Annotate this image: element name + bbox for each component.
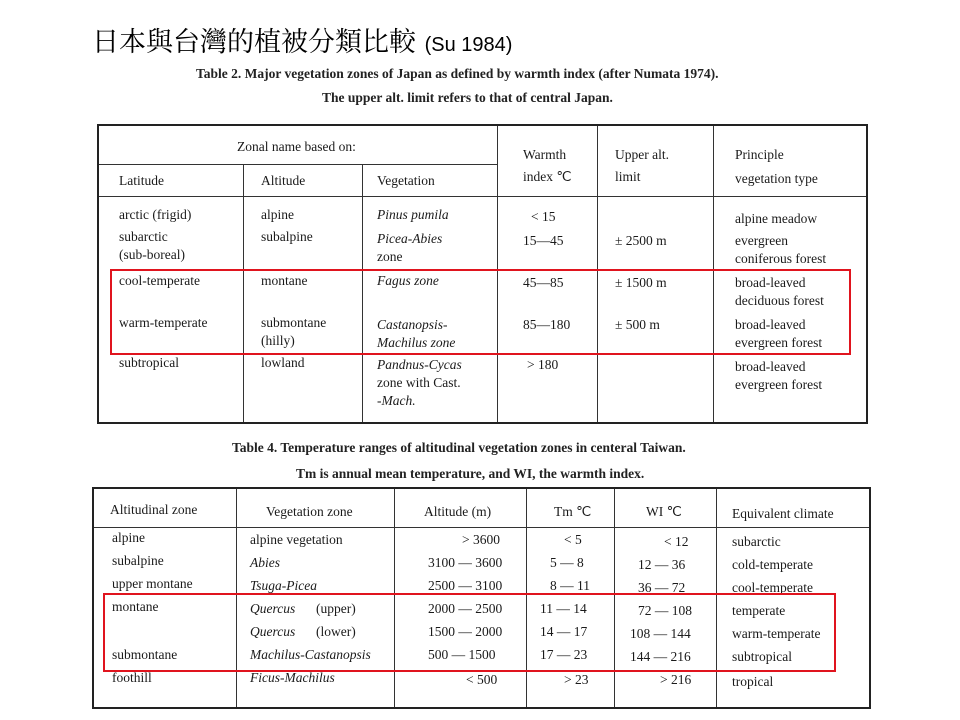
table2-row-altitude-2: (hilly) [261,333,295,348]
table4-caption: Table 4. Temperature ranges of altitudinal vegetation zones in centeral Taiwan. [232,440,686,455]
table4-row-tm: 11 — 14 [540,601,587,616]
table4-row-zone: alpine [112,530,145,545]
table4-row-tm: 14 — 17 [540,624,588,639]
table2-row-latitude-2: (sub-boreal) [119,247,185,262]
table2-row-vegetation: Pinus pumila [377,207,449,222]
table2-row-altitude: alpine [261,207,294,222]
table4-row-altitude: 3100 — 3600 [428,555,503,570]
slide-title-text: 日本與台灣的植被分類比較 [92,27,416,58]
table2-row-latitude: warm-temperate [119,315,208,330]
table2-row-vegetation: Pandnus-Cycas [377,357,462,372]
table2-row-vegtype-2: coniferous forest [735,251,827,266]
table2-row-latitude: cool-temperate [119,273,200,288]
table2-row-latitude: subarctic [119,229,168,244]
table4-header-tm: Tm ℃ [554,504,592,519]
table4-row-wi: 12 — 36 [638,557,686,572]
table2-header-principle: Principle [735,147,784,162]
table4-row-wi: 108 — 144 [630,626,691,641]
table2-row-vegtype: broad-leaved [735,317,806,332]
table2-row-warmth-index: 85—180 [523,317,571,332]
highlight-box-table4 [103,593,836,672]
table4-row-tm: > 23 [564,672,589,687]
table4-row-wi: < 12 [664,534,689,549]
table2-row-vegetation-2: Machilus zone [377,335,456,350]
table2-caption: Table 2. Major vegetation zones of Japan as defined by warmth index (after Numata 1974). [196,66,719,81]
table2-row-vegetation: Castanopsis- [377,317,448,332]
table2-row-vegtype: alpine meadow [735,211,818,226]
table4-row-climate: subtropical [732,649,792,664]
table2-row-latitude: subtropical [119,355,179,370]
table2-row-vegetation-3: -Mach. [377,393,416,408]
table4-row-altitude: < 500 [466,672,498,687]
table4-row-tm: 17 — 23 [540,647,588,662]
table4-row-zone: foothill [112,670,152,685]
table2-row-vegtype: broad-leaved [735,275,806,290]
table2-header-zonal: Zonal name based on: [237,139,356,154]
table4-row-vegetation: Tsuga-Picea [250,578,317,593]
table2-row-vegtype-2: evergreen forest [735,377,823,392]
table4-row-altitude: 2500 — 3100 [428,578,503,593]
table2-header-vegetation: Vegetation [377,173,435,188]
table2-header-warmth: Warmth [523,147,567,162]
table2-header-warmth-index: index ℃ [523,169,572,184]
table4-row-tm: 8 — 11 [550,578,590,593]
table4-row-climate: subarctic [732,534,781,549]
table2-row-vegtype-2: deciduous forest [735,293,824,308]
table2-header-vegtype: vegetation type [735,171,818,186]
table2-row-latitude: arctic (frigid) [119,207,192,222]
table4-row-zone: montane [112,599,159,614]
slide-citation: (Su 1984) [424,34,513,56]
table4-row-vegetation: Machilus-Castanopsis [250,647,371,662]
table4-row-altitude: > 3600 [462,532,500,547]
table2-row-vegtype: evergreen [735,233,788,248]
table2-header-limit: limit [615,169,641,184]
table4-row-altitude: 2000 — 2500 [428,601,503,616]
table4-row-zone: submontane [112,647,178,662]
slide-title [92,20,512,59]
table4-row-vegetation-note: (upper) [316,601,356,616]
table2-row-warmth-index: > 180 [527,357,559,372]
table2-row-upper-limit: ± 1500 m [615,275,667,290]
table2-subcaption: The upper alt. limit refers to that of central Japan. [322,90,613,105]
table2-header-altitude: Altitude [261,173,306,188]
table2-row-altitude: lowland [261,355,305,370]
table4-row-wi: 144 — 216 [630,649,691,664]
table4-row-zone: upper montane [112,576,193,591]
table4-row-vegetation-note: (lower) [316,624,356,639]
highlight-box-table2 [110,269,851,355]
table2-header-latitude: Latitude [119,173,164,188]
table2-row-warmth-index: 45—85 [523,275,564,290]
table4-row-altitude: 500 — 1500 [428,647,496,662]
table4-header-climate: Equivalent climate [732,506,834,521]
table4-row-wi: > 216 [660,672,692,687]
table4-row-vegetation: Quercus [250,624,296,639]
table2-header-upper: Upper alt. [615,147,669,162]
table4-header-wi: WI ℃ [646,504,682,519]
table2-row-warmth-index: 15—45 [523,233,564,248]
table2-row-vegetation: Fagus zone [377,273,439,288]
table2-row-vegetation-2: zone with Cast. [377,375,461,390]
table4-header-vegetation: Vegetation zone [266,504,353,519]
table4-row-climate: temperate [732,603,786,618]
table4-header-altitude: Altitude (m) [424,504,492,519]
table2-row-warmth-index: < 15 [531,209,556,224]
table2-row-vegtype: broad-leaved [735,359,806,374]
table4-row-vegetation: Ficus-Machilus [250,670,335,685]
table4-header-zone: Altitudinal zone [110,502,198,517]
table4-row-vegetation: alpine vegetation [250,532,343,547]
table4-row-altitude: 1500 — 2000 [428,624,503,639]
table4-row-climate: tropical [732,674,774,689]
table2-row-altitude: submontane [261,315,327,330]
table4-row-wi: 36 — 72 [638,580,686,595]
table2-row-vegetation-2: zone [377,249,403,264]
table4-row-climate: warm-temperate [732,626,821,641]
table4-row-climate: cold-temperate [732,557,813,572]
table2-row-upper-limit: ± 2500 m [615,233,667,248]
table2-row-vegetation: Picea-Abies [377,231,443,246]
table4-row-climate: cool-temperate [732,580,813,595]
table2-row-vegtype-2: evergreen forest [735,335,823,350]
table4-row-tm: 5 — 8 [550,555,584,570]
table4-row-zone: subalpine [112,553,164,568]
table4-row-wi: 72 — 108 [638,603,692,618]
table4-row-tm: < 5 [564,532,582,547]
table2-row-altitude: subalpine [261,229,313,244]
table2-row-altitude: montane [261,273,308,288]
table4-row-vegetation: Quercus [250,601,296,616]
table2-row-upper-limit: ± 500 m [615,317,660,332]
table4-row-vegetation: Abies [250,555,280,570]
table4-subcaption: Tm is annual mean temperature, and WI, the warmth index. [296,466,645,481]
